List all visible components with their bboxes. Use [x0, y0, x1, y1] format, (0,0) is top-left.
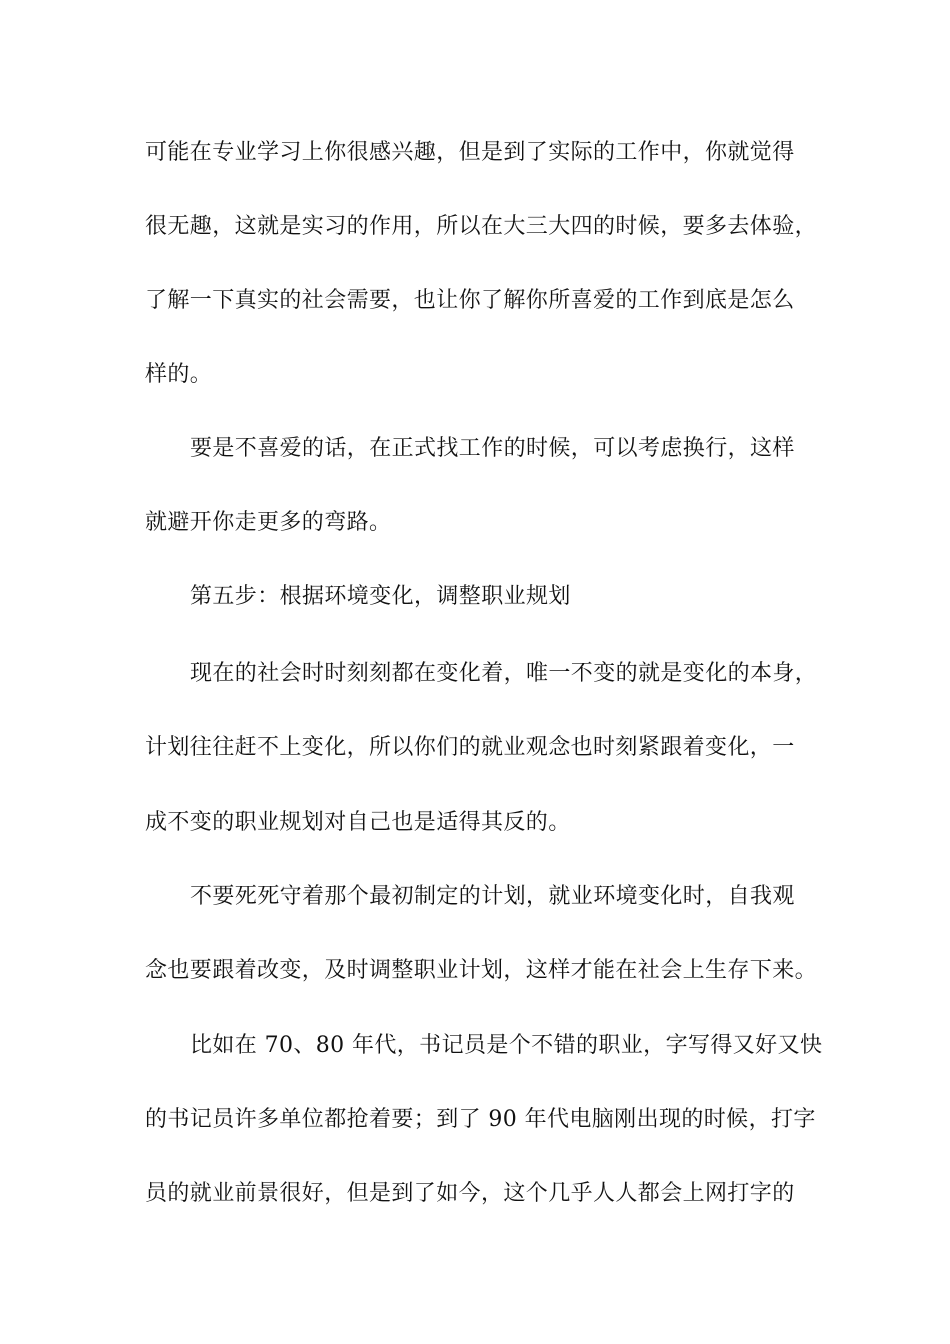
- text-line: 的书记员许多单位都抢着要；到了 90 年代电脑刚出现的时候，打字: [145, 1107, 816, 1132]
- text-line: 现在的社会时时刻刻都在变化着，唯一不变的就是变化的本身，: [190, 661, 818, 686]
- text-line: 比如在 70、80 年代，书记员是个不错的职业，字写得又好又快: [190, 1033, 823, 1058]
- text-line: 不要死死守着那个最初制定的计划，就业环境变化时，自我观: [190, 884, 795, 909]
- text-line: 要是不喜爱的话，在正式找工作的时候，可以考虑换行，这样: [190, 436, 795, 461]
- text-line: 成不变的职业规划对自己也是适得其反的。: [145, 810, 571, 835]
- text-line: 员的就业前景很好，但是到了如今，这个几乎人人都会上网打字的: [145, 1181, 795, 1206]
- text-line: 样的。: [145, 362, 213, 387]
- text-line: 了解一下真实的社会需要，也让你了解你所喜爱的工作到底是怎么: [145, 288, 795, 313]
- section-heading: 第五步：根据环境变化，调整职业规划: [190, 584, 571, 609]
- text-line: 就避开你走更多的弯路。: [145, 510, 392, 535]
- text-line: 可能在专业学习上你很感兴趣，但是到了实际的工作中，你就觉得: [145, 140, 795, 165]
- text-line: 计划往往赶不上变化，所以你们的就业观念也时刻紧跟着变化，一: [145, 735, 795, 760]
- text-line: 念也要跟着改变，及时调整职业计划，这样才能在社会上生存下来。: [145, 958, 818, 983]
- text-line: 很无趣，这就是实习的作用，所以在大三大四的时候，要多去体验，: [145, 214, 818, 239]
